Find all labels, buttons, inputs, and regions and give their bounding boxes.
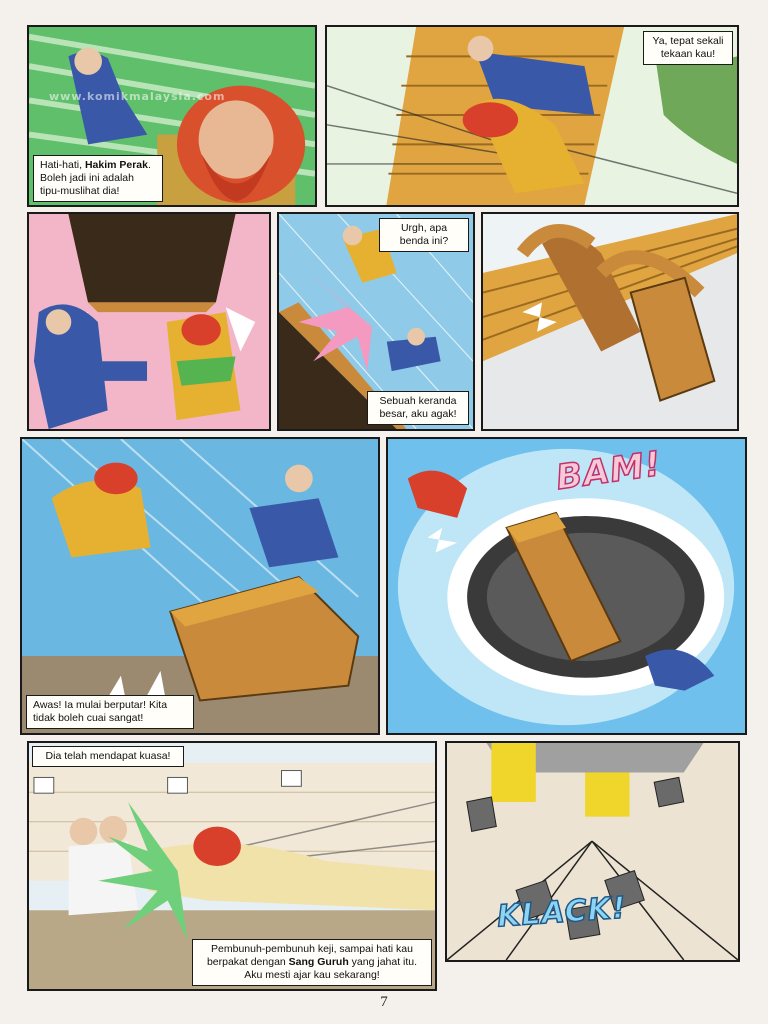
- panel-1: [27, 25, 317, 207]
- panel-2: [325, 25, 739, 207]
- panel-6-caption: Awas! Ia mulai berputar! Kita tidak boleh cuai sangat!: [26, 695, 194, 729]
- panel-6-art: [22, 439, 378, 733]
- panel-4-caption-top: Urgh, apa benda ini?: [379, 218, 469, 252]
- panel-8-caption-bottom: [192, 939, 432, 986]
- panel-4-caption-bottom: Sebuah keranda besar, aku agak!: [367, 391, 469, 425]
- page-number: 7: [380, 994, 388, 1010]
- caption-name: Hakim Perak: [84, 159, 148, 171]
- panel-3: [27, 212, 271, 431]
- caption-text: Hati-hati,: [40, 159, 85, 171]
- caption-text: . Boleh jadi ini adalah tipu-muslihat dia!: [40, 159, 151, 197]
- watermark: www.komikmalaysia.com: [49, 90, 226, 103]
- panel-3-art: [29, 214, 269, 429]
- klack-sfx: KLACK!: [495, 890, 628, 935]
- panel-6: [20, 437, 380, 735]
- panel-7: [386, 437, 747, 735]
- panel-1-caption: [33, 155, 163, 202]
- panel-5-art: [483, 214, 737, 429]
- panel-8: [27, 741, 437, 991]
- panel-2-caption: Ya, tepat sekali tekaan kau!: [643, 31, 733, 65]
- panel-8-caption-top: Dia telah mendapat kuasa!: [32, 746, 184, 767]
- panel-4: [277, 212, 475, 431]
- bam-sfx: BAM!: [553, 443, 664, 499]
- panel-5: [481, 212, 739, 431]
- caption-name: Sang Guruh: [288, 956, 349, 968]
- panel-9: [445, 741, 740, 962]
- caption-text: yang jahat itu. Aku mesti ajar kau sekarang!: [244, 956, 418, 981]
- caption-text: Pembunuh-pembunuh keji, sampai hati kau berpakat dengan: [206, 943, 413, 968]
